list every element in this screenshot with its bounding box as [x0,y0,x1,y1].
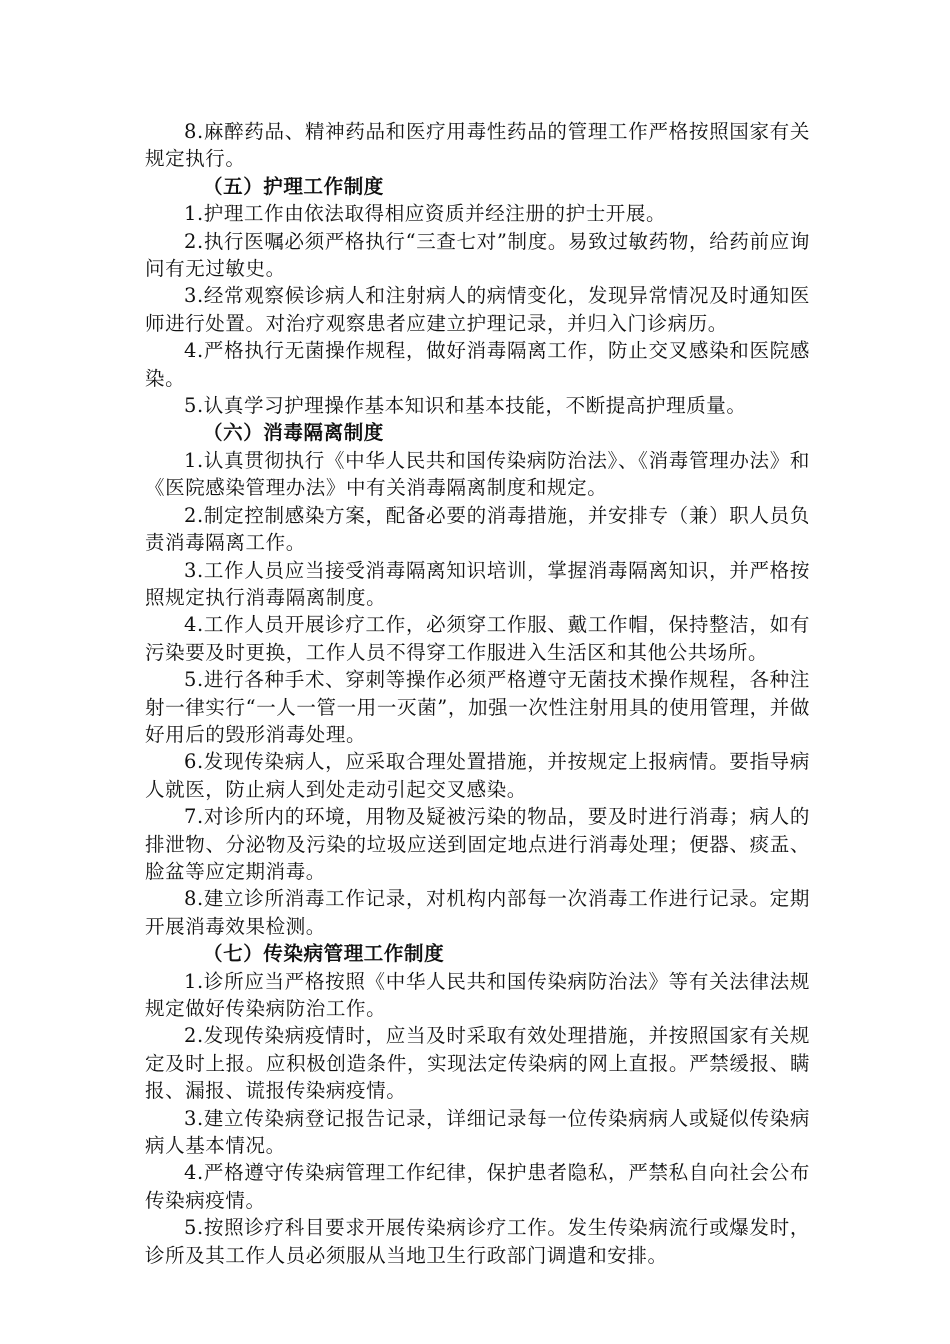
paragraph: 7.对诊所内的环境，用物及疑被污染的物品，要及时进行消毒；病人的排泄物、分泌物及污染的垃圾应送到固定地点进行消毒处理；便器、痰盂、脸盆等应定期消毒。 [145,805,810,883]
paragraph: 5.按照诊疗科目要求开展传染病诊疗工作。发生传染病流行或爆发时，诊所及其工作人员必须服从当地卫生行政部门调遣和安排。 [145,1216,810,1267]
section-heading: （六）消毒隔离制度 [203,421,384,445]
paragraph: 1.认真贯彻执行《中华人民共和国传染病防治法》、《消毒管理办法》和《医院感染管理办法》中有关消毒隔离制度和规定。 [145,448,810,500]
paragraph: 2.执行医嘱必须严格执行“三查七对”制度。易致过敏药物，给药前应询问有无过敏史。 [145,229,810,281]
paragraph: 1.护理工作由依法取得相应资质并经注册的护士开展。 [184,202,667,226]
paragraph: 4.严格遵守传染病管理工作纪律，保护患者隐私，严禁私自向社会公布传染病疫情。 [145,1161,810,1212]
paragraph: 8.麻醉药品、精神药品和医疗用毒性药品的管理工作严格按照国家有关规定执行。 [145,120,810,171]
paragraph: 4.工作人员开展诊疗工作，必须穿工作服、戴工作帽，保持整洁，如有污染要及时更换，工作人员不得穿工作服进入生活区和其他公共场所。 [145,613,810,664]
paragraph: 5.进行各种手术、穿刺等操作必须严格遵守无菌技术操作规程，各种注射一律实行“一人一管一用一灭菌”，加强一次性注射用具的使用管理，并做好用后的毁形消毒处理。 [145,668,810,746]
paragraph: 2.发现传染病疫情时，应当及时采取有效处理措施，并按照国家有关规定及时上报。应积极创造条件，实现法定传染病的网上直报。严禁缓报、瞒报、漏报、谎报传染病疫情。 [145,1024,810,1103]
paragraph: 3.经常观察候诊病人和注射病人的病情变化，发现异常情况及时通知医师进行处置。对治疗观察患者应建立护理记录，并归入门诊病历。 [145,284,810,335]
paragraph: 3.工作人员应当接受消毒隔离知识培训，掌握消毒隔离知识，并严格按照规定执行消毒隔离制度。 [145,558,810,609]
paragraph: 3.建立传染病登记报告记录，详细记录每一位传染病病人或疑似传染病病人基本情况。 [145,1106,810,1158]
section-heading: （五）护理工作制度 [203,174,384,198]
document-page [145,118,810,1269]
paragraph: 1.诊所应当严格按照《中华人民共和国传染病防治法》等有关法律法规规定做好传染病防治工作。 [145,969,810,1020]
section-heading: （七）传染病管理工作制度 [203,942,445,966]
paragraph: 8.建立诊所消毒工作记录，对机构内部每一次消毒工作进行记录。定期开展消毒效果检测。 [145,887,810,938]
paragraph: 4.严格执行无菌操作规程，做好消毒隔离工作，防止交叉感染和医院感染。 [145,339,810,390]
paragraph: 2.制定控制感染方案，配备必要的消毒措施，并安排专（兼）职人员负责消毒隔离工作。 [145,503,810,555]
paragraph: 5.认真学习护理操作基本知识和基本技能，不断提高护理质量。 [184,394,747,418]
paragraph: 6.发现传染病人，应采取合理处置措施，并按规定上报病情。要指导病人就医，防止病人到处走动引起交叉感染。 [145,750,810,801]
